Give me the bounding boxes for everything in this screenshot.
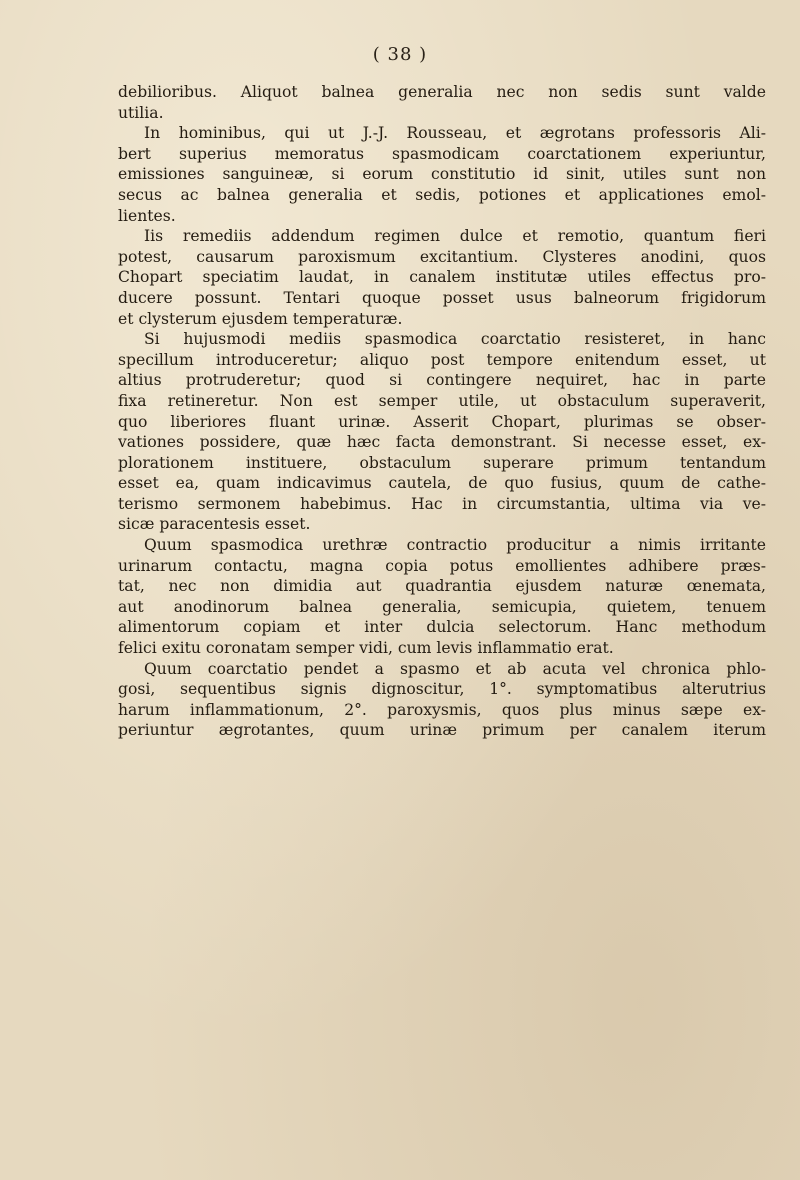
text-line: sicæ paracentesis esset. <box>118 515 311 534</box>
text-line: altius protruderetur; quod si contingere nequiret, hac in parte <box>118 371 766 390</box>
text-line: tat, nec non dimidia aut quadrantia ejusdem naturæ œnemata, <box>118 577 766 596</box>
text-line: lientes. <box>118 206 176 225</box>
text-line: felici exitu coronatam semper vidi, cum levis inflammatio erat. <box>118 639 614 658</box>
text-line: Quum spasmodica urethræ contractio producitur a nimis irritante <box>144 536 766 555</box>
paragraph-4 <box>118 329 766 535</box>
text-line: gosi, sequentibus signis dignoscitur, 1°. symptomatibus alterutrius <box>118 680 766 699</box>
text-line: ducere possunt. Tentari quoque posset usus balneorum frigidorum <box>118 288 766 307</box>
text-line: Quum coarctatio pendet a spasmo et ab acuta vel chronica phlo- <box>144 659 766 678</box>
text-line: terismo sermonem habebimus. Hac in circumstantia, ultima via ve- <box>118 494 766 513</box>
paragraph-6 <box>118 659 766 741</box>
text-line: quo liberiores fluant urinæ. Asserit Chopart, plurimas se obser- <box>118 412 766 431</box>
text-line: Si hujusmodi mediis spasmodica coarctatio resisteret, in hanc <box>144 330 766 349</box>
text-line: aut anodinorum balnea generalia, semicupia, quietem, tenuem <box>118 597 766 616</box>
text-line: plorationem instituere, obstaculum superare primum tentandum <box>118 453 766 472</box>
paragraph-1 <box>118 82 766 123</box>
text-line: specillum introduceretur; aliquo post tempore enitendum esset, ut <box>118 350 766 369</box>
paragraph-3 <box>118 226 766 329</box>
text-line: potest, causarum paroxismum excitantium. Clysteres anodini, quos <box>118 247 766 266</box>
text-line: esset ea, quam indicavimus cautela, de quo fusius, quum de cathe- <box>118 474 766 493</box>
text-line: urinarum contactu, magna copia potus emollientes adhibere præs- <box>118 556 766 575</box>
text-line: Iis remediis addendum regimen dulce et remotio, quantum fieri <box>144 227 766 246</box>
text-line: debilioribus. Aliquot balnea generalia nec non sedis sunt valde <box>118 83 766 101</box>
text-line: periuntur ægrotantes, quum urinæ primum per canalem iterum <box>118 721 766 740</box>
text-line: vationes possidere, quæ hæc facta demonstrant. Si necesse esset, ex- <box>118 433 766 452</box>
text-line: utilia. <box>118 103 164 122</box>
text-line: bert superius memoratus spasmodicam coarctationem experiuntur, <box>118 144 766 163</box>
text-line: harum inflammationum, 2°. paroxysmis, quos plus minus sæpe ex- <box>118 700 766 719</box>
text-line: alimentorum copiam et inter dulcia selectorum. Hanc methodum <box>118 618 766 637</box>
text-line: et clysterum ejusdem temperaturæ. <box>118 309 403 328</box>
text-line: emissiones sanguineæ, si eorum constitutio id sinit, utiles sunt non <box>118 165 766 184</box>
text-line: fixa retineretur. Non est semper utile, ut obstaculum superaverit, <box>118 391 766 410</box>
text-line: Chopart speciatim laudat, in canalem institutæ utiles effectus pro- <box>118 268 766 287</box>
body-text <box>118 82 766 741</box>
paragraph-2 <box>118 123 766 226</box>
paragraph-5 <box>118 535 766 659</box>
text-line: In hominibus, qui ut J.-J. Rousseau, et ægrotans professoris Ali- <box>144 124 766 143</box>
page-number: ( 38 ) <box>372 44 428 65</box>
text-line: secus ac balnea generalia et sedis, potiones et applicationes emol- <box>118 185 766 204</box>
